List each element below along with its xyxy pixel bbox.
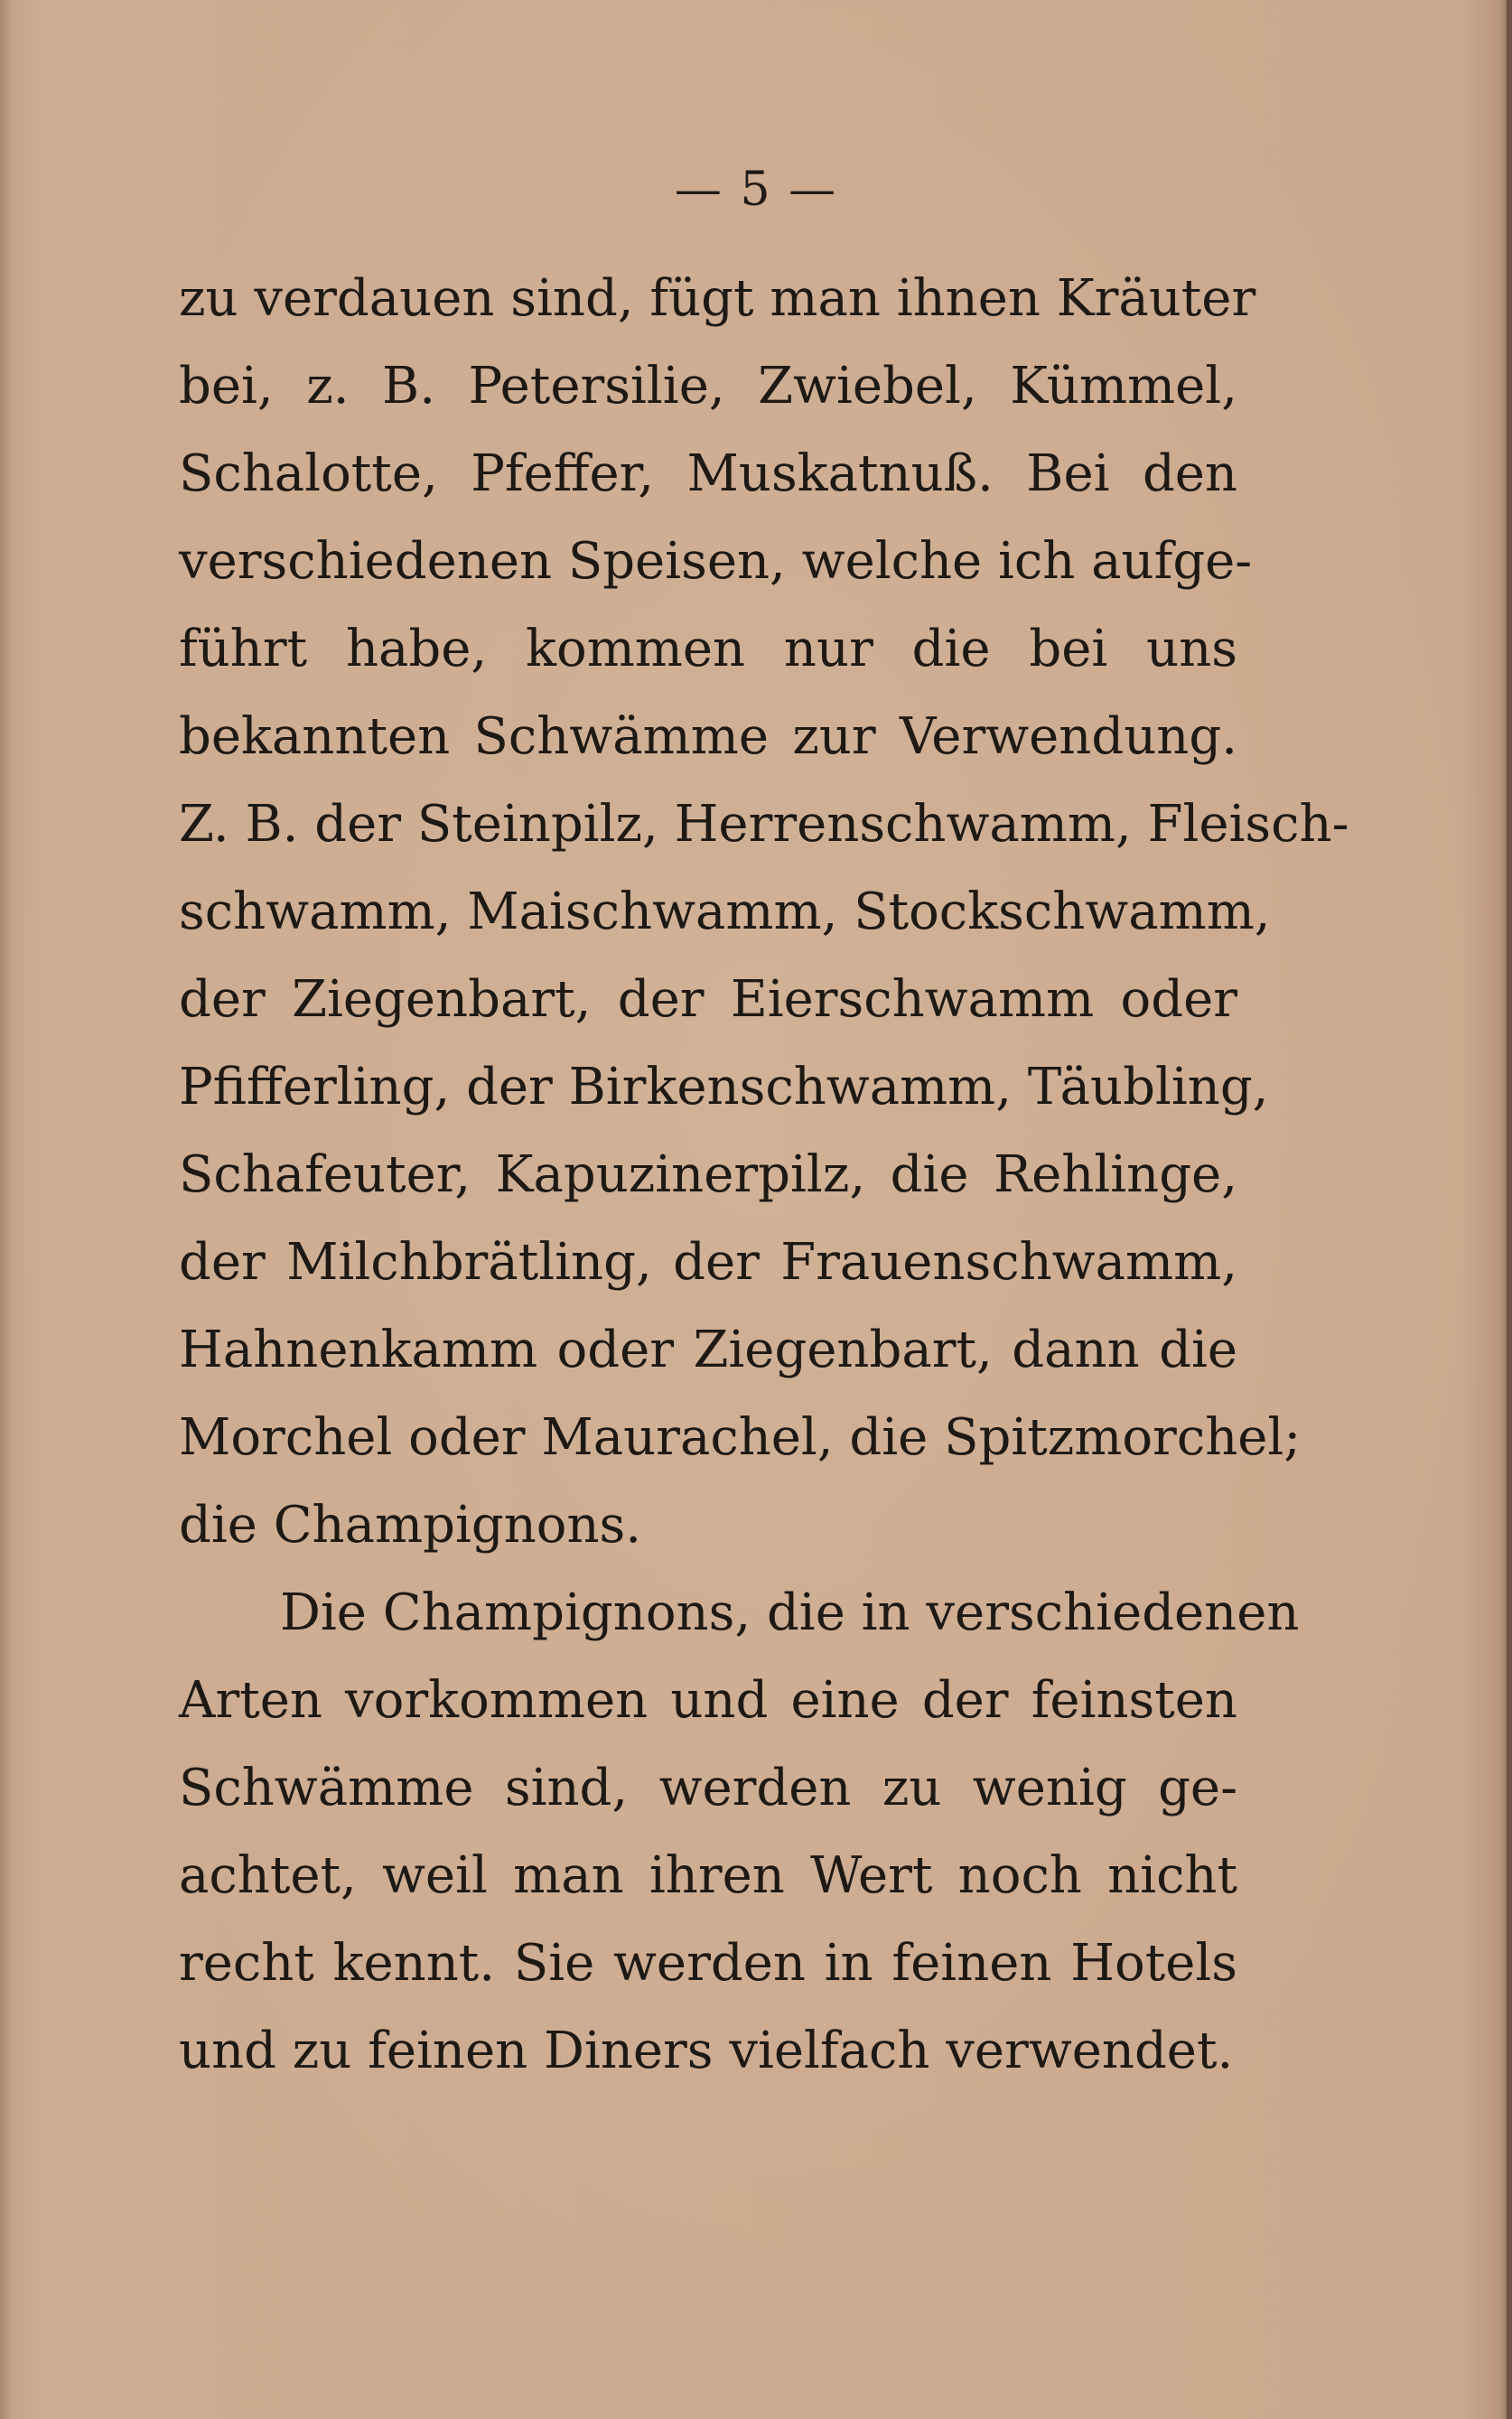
body-text	[179, 255, 1349, 2095]
text-line: führt habe, kommen nur die bei uns	[179, 620, 1237, 678]
text-line: verschiedenen Speisen, welche ich aufge-	[179, 532, 1253, 591]
text-line: Schafeuter, Kapuzinerpilz, die Rehlinge,	[179, 1145, 1237, 1204]
text-line: bei, z. B. Petersilie, Zwiebel, Kümmel,	[179, 357, 1237, 416]
text-line: Morchel oder Maurachel, die Spitzmorchel;	[179, 1408, 1302, 1467]
text-line: und zu feinen Diners vielfach verwendet.	[179, 2022, 1234, 2080]
text-line: der Ziegenbart, der Eierschwamm oder	[179, 970, 1237, 1029]
text-line: schwamm, Maischwamm, Stockschwamm,	[179, 883, 1271, 941]
text-line: zu verdauen sind, fügt man ihnen Kräuter	[179, 269, 1256, 328]
text-line: die Champignons.	[179, 1496, 642, 1555]
text-line: Arten vorkommen und eine der feinsten	[179, 1671, 1237, 1730]
text-line: Schalotte, Pfeffer, Muskatnuß. Bei den	[179, 444, 1237, 503]
text-line: der Milchbrätling, der Frauenschwamm,	[179, 1233, 1237, 1292]
text-line: Schwämme sind, werden zu wenig ge-	[179, 1759, 1237, 1817]
page-number: — 5 —	[674, 163, 838, 217]
page-edge	[1507, 0, 1512, 2419]
text-line: Z. B. der Steinpilz, Herrenschwamm, Fleisch-	[179, 795, 1349, 854]
text-line: achtet, weil man ihren Wert noch nicht	[179, 1846, 1237, 1905]
text-line: recht kennt. Sie werden in feinen Hotels	[179, 1934, 1237, 1993]
text-line: bekannten Schwämme zur Verwendung.	[179, 707, 1237, 766]
text-line: Pfifferling, der Birkenschwamm, Täubling,	[179, 1058, 1269, 1116]
text-line: Hahnenkamm oder Ziegenbart, dann die	[179, 1321, 1237, 1379]
text-line: Die Champignons, die in verschiedenen	[280, 1583, 1300, 1642]
